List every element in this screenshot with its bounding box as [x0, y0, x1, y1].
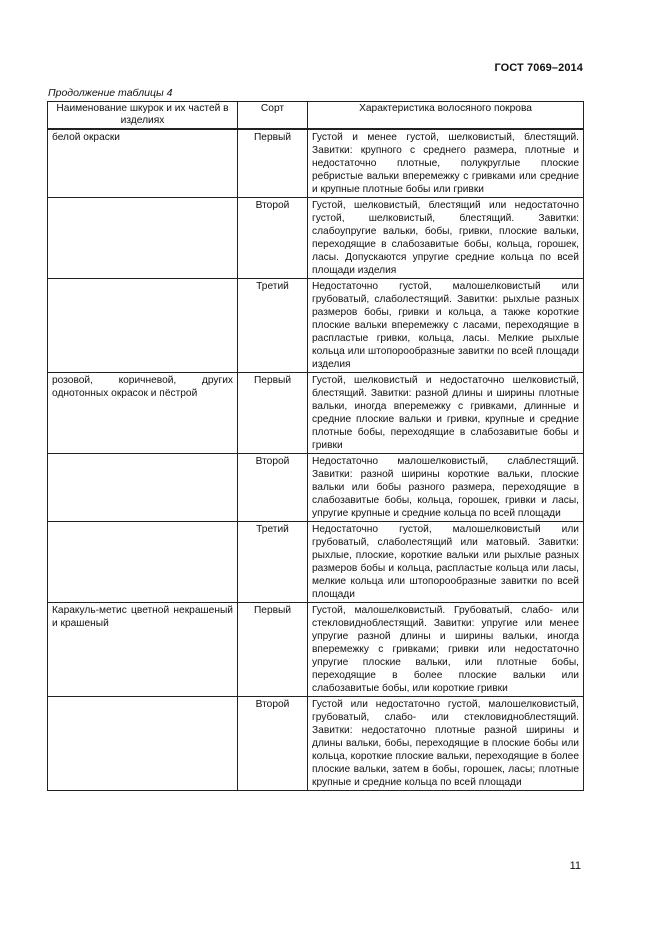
row-name-cell	[48, 279, 238, 373]
fur-characteristics-table	[47, 101, 584, 791]
table-row	[48, 454, 584, 522]
table-row	[48, 129, 584, 198]
row-sort-cell: Первый	[238, 603, 308, 697]
row-description-cell: Густой и менее густой, шелковистый, блестящий. Завитки: крупного с среднего размера, плотные и недостаточно плотные, полукруглые плоские ребристые вальки вперемежку с гривками или средние и крупные плотные бобы или гривки	[308, 129, 584, 198]
column-header-characteristic: Характеристика волосяного покрова	[308, 102, 584, 130]
row-description-cell: Недостаточно малошелковистый, слаблестящий. Завитки: разной ширины короткие вальки, плоские вальки или бобы разного размера, переходящие в слабозавитые бобы, кольца, горошек, гривки и ласы, упругие крупные и средние кольца по всей площади	[308, 454, 584, 522]
row-name-cell	[48, 697, 238, 791]
table-row	[48, 198, 584, 279]
column-header-name: Наименование шкурок и их частей в изделиях	[48, 102, 238, 130]
row-name-cell: розовой, коричневой, других однотонных окрасок и пёстрой	[48, 373, 238, 454]
row-sort-cell: Третий	[238, 522, 308, 603]
row-name-cell	[48, 522, 238, 603]
row-description-cell: Густой, шелковистый, блестящий или недостаточно густой, шелковистый, блестящий. Завитки: слабоупругие вальки, бобы, гривки, плоские вальки, переходящие в слабозавитые бобы, кольца, горошек, ласы. Допускаются упругие средние кольца по всей площади изделия	[308, 198, 584, 279]
row-description-cell: Густой, шелковистый и недостаточно шелковистый, блестящий. Завитки: разной длины и ширины плотные вальки, иногда вперемежку с гривками, длинные и средние плоские вальки и гривки, крупные и средние плотные бобы, переходящие в слабозавитые бобы и гривки	[308, 373, 584, 454]
row-description-cell: Недостаточно густой, малошелковистый или грубоватый, слаболестящий или матовый. Завитки: рыхлые, плоские, короткие вальки или рыхлые разных размеров бобы и кольца, распластые кольца или ласы, мелкие кольца или штопорообразные завитки по всей площади	[308, 522, 584, 603]
row-description-cell: Густой, малошелковистый. Грубоватый, слабо- или стекловидноблестящий. Завитки: упругие или менее упругие разной длины и ширины вальки, иногда вперемежку с гривками; гривки или недостаточно упругие плоские вальки, или плотные бобы, переходящие в более плоские вальки или слабозавитые бобы, или короткие гривки	[308, 603, 584, 697]
table-row	[48, 373, 584, 454]
row-name-cell	[48, 198, 238, 279]
document-code: ГОСТ 7069–2014	[494, 62, 583, 74]
row-description-cell: Недостаточно густой, малошелковистый или грубоватый, слаболестящий. Завитки: рыхлые разных размеров бобы, гривки и кольца, а также короткие плоские вальки вперемежку с ласами, переходящие в распластые гривки, кольца, ласы. Мелкие рыхлые кольца или штопорообразные завитки по всей площади изделия	[308, 279, 584, 373]
row-sort-cell: Второй	[238, 198, 308, 279]
row-description-cell: Густой или недостаточно густой, малошелковистый, грубоватый, слабо- или стекловидноблестящий. Завитки: недостаточно плотные разной ширины и длины вальки, бобы, переходящие в плоские бобы или кольца, короткие плоские вальки, переходящие в более плоские вальки, затем в бобы, горошек, ласы; плотные крупные и средние кольца по всей площади	[308, 697, 584, 791]
page-number: 11	[569, 860, 581, 872]
table-header-row	[48, 102, 584, 130]
column-header-sort: Сорт	[238, 102, 308, 130]
table-row	[48, 697, 584, 791]
table-row	[48, 522, 584, 603]
table-continuation-label: Продолжение таблицы 4	[48, 87, 173, 99]
row-name-cell	[48, 454, 238, 522]
row-sort-cell: Первый	[238, 373, 308, 454]
row-sort-cell: Третий	[238, 279, 308, 373]
row-sort-cell: Первый	[238, 129, 308, 198]
table-row	[48, 603, 584, 697]
row-sort-cell: Второй	[238, 697, 308, 791]
table-row	[48, 279, 584, 373]
row-name-cell: Каракуль-метис цветной некрашеный и крашеный	[48, 603, 238, 697]
row-name-cell: белой окраски	[48, 129, 238, 198]
row-sort-cell: Второй	[238, 454, 308, 522]
